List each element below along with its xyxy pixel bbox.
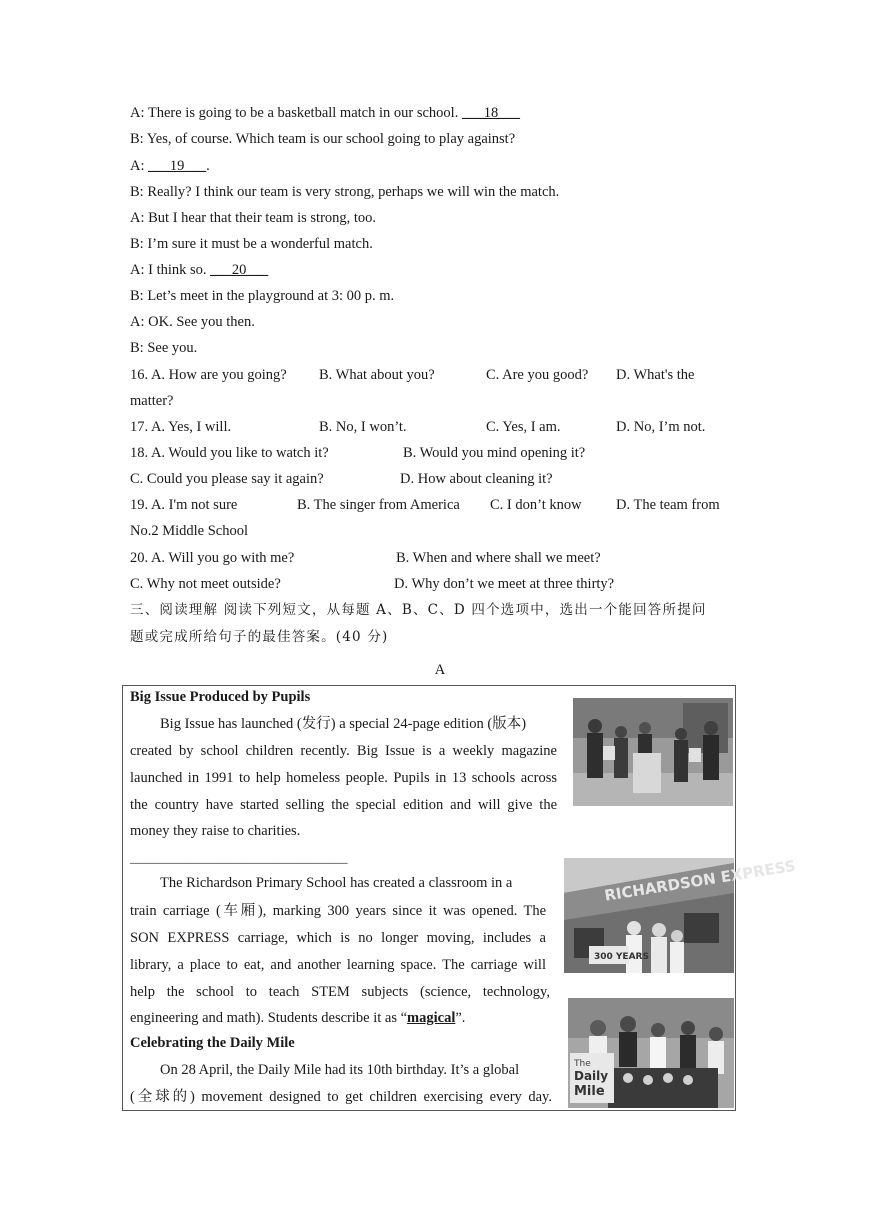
dialogue-line-9: A: OK. See you then. (130, 314, 255, 330)
q18-option-a: 18. A. Would you like to watch it? (130, 445, 329, 461)
p1-line-2: created by school children recently. Big Issue is a weekly magazine (130, 743, 557, 759)
p3-line-2: (全球的) movement designed to get children exercising every day. (130, 1089, 552, 1105)
dialogue-line-8: B: Let’s meet in the playground at 3: 00 p. m. (130, 288, 395, 304)
q18-option-c: C. Could you please say it again? (130, 471, 324, 487)
q16-option-a: 16. A. How are you going? (130, 367, 287, 383)
q19-option-b: B. The singer from America (297, 497, 460, 513)
dialogue-line-3: A: ___19___. (130, 158, 210, 174)
dialogue-line-6: B: I’m sure it must be a wonderful match. (130, 236, 373, 252)
photo-daily-mile (568, 998, 734, 1108)
q19-option-d: D. The team from (616, 497, 720, 513)
magical-word: magical (407, 1010, 456, 1026)
svg-text:Mile: Mile (574, 1084, 605, 1099)
blank-18: ___18___ (461, 105, 520, 121)
q19-option-d-cont: No.2 Middle School (130, 523, 249, 539)
p2-line-4: library, a place to eat, and another learning space. The carriage will (130, 957, 546, 973)
q17-option-b: B. No, I won’t. (319, 419, 407, 435)
q17-option-d: D. No, I’m not. (616, 419, 706, 435)
dialogue-line-2: B: Yes, of course. Which team is our school going to play against? (130, 131, 516, 147)
section-heading-line-2: 题或完成所给句子的最佳答案。(40 分) (130, 629, 389, 645)
photo-train-carriage (564, 856, 797, 973)
dialogue-line-7: A: I think so. ___20___ (130, 262, 269, 278)
blank-20: ___20___ (210, 262, 269, 278)
passage-box (122, 685, 797, 1111)
p1-line-1: Big Issue has launched (发行) a special 24-page edition (版本) (160, 716, 527, 732)
q19-option-c: C. I don’t know (490, 497, 582, 513)
p3-line-1: On 28 April, the Daily Mile had its 10th birthday. It’s a global (160, 1062, 520, 1078)
svg-text:300 YEARS: 300 YEARS (594, 952, 649, 962)
photo-train-text: RICHARDSON EXPRESS (603, 856, 797, 905)
p1-line-3: launched in 1991 to help homeless people. Pupils in 13 schools across (130, 770, 557, 786)
q20-option-d: D. Why don’t we meet at three thirty? (394, 576, 615, 592)
p1-line-4: the country have started selling the special edition and will give the (130, 797, 557, 813)
dialogue-line-5: A: But I hear that their team is strong, too. (130, 210, 377, 226)
separator-line: ______________________________ (130, 850, 348, 866)
photo-pupils-big-issue (573, 698, 733, 806)
q20-option-b: B. When and where shall we meet? (396, 550, 601, 566)
passage-title-daily-mile: Celebrating the Daily Mile (130, 1035, 295, 1051)
q18-option-b: B. Would you mind opening it? (403, 445, 586, 461)
p2-line-1: The Richardson Primary School has created a classroom in a (160, 875, 513, 891)
dialogue-line-1: A: There is going to be a basketball match in our school. ___18___ (130, 105, 520, 121)
passage-title-big-issue: Big Issue Produced by Pupils (130, 689, 311, 705)
p2-line-3: SON EXPRESS carriage, which is no longer moving, includes a (130, 930, 546, 946)
q17-option-a: 17. A. Yes, I will. (130, 419, 232, 435)
q16-option-b: B. What about you? (319, 367, 435, 383)
q20-option-a: 20. A. Will you go with me? (130, 550, 295, 566)
q19-option-a: 19. A. I'm not sure (130, 497, 238, 513)
p1-line-5: money they raise to charities. (130, 823, 301, 839)
q18-option-d: D. How about cleaning it? (400, 471, 553, 487)
p2-line-6: engineering and math). Students describe it as “magical”. (130, 1010, 466, 1026)
svg-text:The: The (574, 1059, 591, 1069)
q16-option-d: D. What's the (616, 367, 695, 383)
passage-label: A (434, 662, 446, 678)
blank-19: ___19___ (148, 158, 207, 174)
section-heading-line-1: 三、阅读理解 阅读下列短文，从每题 A、B、C、D 四个选项中，选出一个能回答所提问 (130, 602, 707, 618)
svg-text:Daily: Daily (574, 1069, 609, 1083)
q16-option-d-cont: matter? (130, 393, 174, 409)
q16-option-c: C. Are you good? (486, 367, 589, 383)
p2-line-2: train carriage (车厢), marking 300 years since it was opened. The (130, 903, 546, 919)
dialogue-line-10: B: See you. (130, 340, 198, 356)
q20-option-c: C. Why not meet outside? (130, 576, 281, 592)
p2-line-5: help the school to teach STEM subjects (science, technology, (130, 984, 550, 1000)
q17-option-c: C. Yes, I am. (486, 419, 561, 435)
dialogue-line-4: B: Really? I think our team is very strong, perhaps we will win the match. (130, 184, 560, 200)
